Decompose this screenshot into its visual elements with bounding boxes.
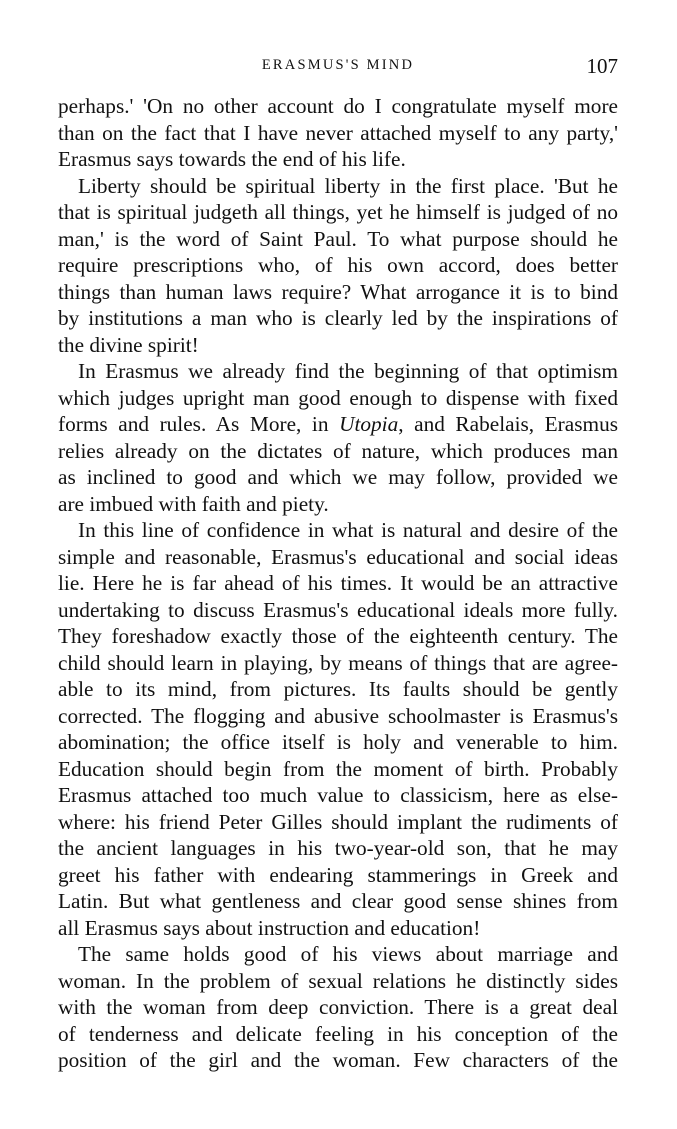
running-title: ERASMUS'S MIND bbox=[261, 57, 415, 73]
text-line: man,' is the word of Saint Paul. To what purpose should he bbox=[58, 226, 618, 251]
text-line: lie. Here he is far ahead of his times. It would be an attractive bbox=[58, 571, 618, 595]
text-line: where: his friend Peter Gilles should implant the rudiments of bbox=[58, 809, 618, 834]
text-line: able to its mind, from pictures. Its faults should be gently bbox=[58, 677, 618, 701]
page-number: 107 bbox=[586, 54, 618, 78]
text-line: as inclined to good and which we may follow, provided we bbox=[58, 465, 618, 489]
text-line: Latin. But what gentleness and clear good sense shines from bbox=[58, 889, 618, 913]
text-line: child should learn in playing, by means of things that are agree- bbox=[58, 650, 618, 675]
text-line: Erasmus says towards the end of his life. bbox=[58, 147, 406, 171]
text-line: are imbued with faith and piety. bbox=[58, 491, 329, 516]
text-line: Erasmus attached too much value to classicism, here as else- bbox=[58, 783, 618, 807]
text-line: things than human laws require? What arrogance it is to bind bbox=[58, 279, 618, 304]
text-line: than on the fact that I have never attached myself to any party,' bbox=[58, 120, 618, 145]
text-line: which judges upright man good enough to dispense with fixed bbox=[58, 385, 618, 410]
text-line: that is spiritual judgeth all things, yet he himself is judged of no bbox=[58, 200, 618, 224]
italic-title: Utopia bbox=[339, 412, 399, 436]
running-head bbox=[58, 54, 618, 79]
text-line: greet his father with endearing stammerings in Greek and bbox=[58, 862, 618, 887]
text-line: by institutions a man who is clearly led by the inspirations of bbox=[58, 306, 618, 330]
text-line: relies already on the dictates of nature, which produces man bbox=[58, 438, 618, 463]
text-line: position of the girl and the woman. Few characters of the bbox=[58, 1048, 618, 1072]
text-run: forms and rules. As More, in bbox=[58, 412, 340, 436]
text-line: They foreshadow exactly those of the eighteenth century. The bbox=[58, 624, 618, 648]
text-line: the ancient languages in his two-year-old son, that he may bbox=[58, 836, 618, 860]
text-line: In this line of confidence in what is natural and desire of the bbox=[78, 518, 618, 542]
text-line: abomination; the office itself is holy and venerable to him. bbox=[58, 730, 618, 754]
text-line: simple and reasonable, Erasmus's educational and social ideas bbox=[58, 544, 618, 569]
text-line: of tenderness and delicate feeling in his conception of the bbox=[58, 1021, 618, 1046]
text-line: the divine spirit! bbox=[58, 332, 199, 357]
text-run: , and Rabelais, Erasmus bbox=[398, 412, 618, 436]
text-line: In Erasmus we already find the beginning of that optimism bbox=[78, 359, 618, 383]
text-line: Liberty should be spiritual liberty in the first place. 'But he bbox=[78, 173, 618, 198]
text-line: perhaps.' 'On no other account do I congratulate myself more bbox=[58, 94, 618, 118]
text-line: with the woman from deep conviction. There is a great deal bbox=[58, 995, 618, 1019]
text-line: corrected. The flogging and abusive schoolmaster is Erasmus's bbox=[58, 703, 618, 728]
body-text bbox=[58, 93, 618, 1074]
text-line: all Erasmus says about instruction and education! bbox=[58, 915, 481, 940]
text-line: woman. In the problem of sexual relations he distinctly sides bbox=[58, 968, 618, 993]
text-line: Education should begin from the moment of birth. Probably bbox=[58, 756, 618, 781]
text-line: undertaking to discuss Erasmus's educational ideals more fully. bbox=[58, 597, 618, 622]
text-line bbox=[58, 411, 618, 438]
text-line: The same holds good of his views about marriage and bbox=[78, 942, 618, 966]
text-line: require prescriptions who, of his own accord, does better bbox=[58, 253, 618, 277]
